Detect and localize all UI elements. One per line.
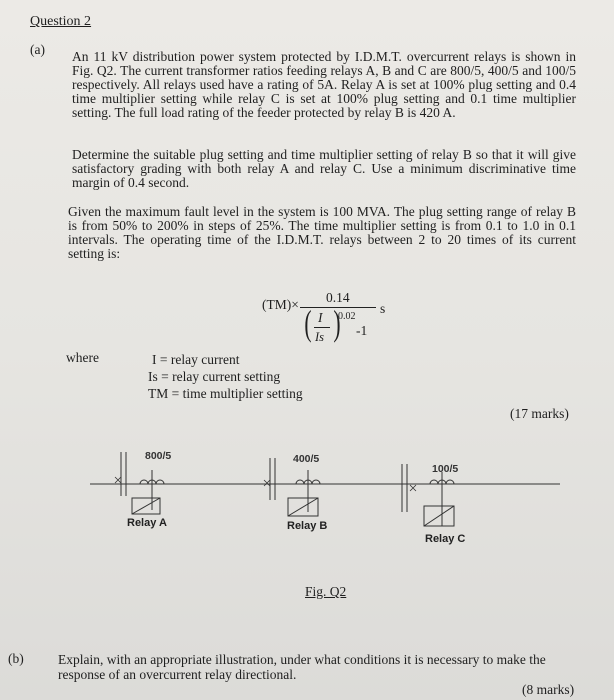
formula-prefix: (TM)×	[262, 297, 299, 312]
part-b-label: (b)	[8, 651, 24, 666]
part-a-paragraph-3: Given the maximum fault level in the system is 100 MVA. The plug setting range of relay B is from 50% to 200% in steps of 25%. The time multiplier setting is from 0.1 to 1.0 in 0.1 intervals. The operating time of the I.D.M.T. relays between 2 to 20 times of its current setting is:	[68, 204, 576, 261]
relay-b-label: Relay B	[287, 520, 328, 532]
formula-exponent: 0.02	[338, 311, 356, 322]
part-a-marks: (17 marks)	[510, 406, 569, 421]
relay-b-unit	[264, 458, 320, 516]
relay-c-label: Relay C	[425, 533, 466, 545]
formula-suffix: s	[380, 301, 386, 316]
idmt-formula	[262, 288, 422, 358]
formula-right-paren: )	[333, 303, 341, 343]
def-relay-current: I = relay current	[152, 352, 240, 367]
def-current-setting: Is = relay current setting	[148, 369, 281, 384]
formula-inner-bar	[314, 327, 330, 328]
def-time-multiplier: TM = time multiplier setting	[148, 386, 303, 401]
part-b-marks: (8 marks)	[522, 682, 575, 697]
relay-a-ct-ratio: 800/5	[145, 450, 172, 462]
formula-minus-one: -1	[356, 323, 368, 338]
part-a-paragraph-2: Determine the suitable plug setting and time multiplier setting of relay B so that it will give satisfactory grading with both relay A and relay C. Use a minimum discriminative time margin of 0.4 second.	[72, 147, 576, 190]
part-a-label: (a)	[30, 42, 45, 57]
relay-c-ct-ratio: 100/5	[432, 463, 459, 475]
where-label: where	[66, 350, 99, 365]
relay-b-ct-ratio: 400/5	[293, 453, 320, 465]
relay-a-label: Relay A	[127, 517, 167, 529]
question-title: Question 2	[30, 14, 92, 29]
figure-caption: Fig. Q2	[305, 584, 347, 599]
formula-i: I	[318, 310, 323, 325]
formula-numerator: 0.14	[326, 290, 350, 305]
part-b-text: Explain, with an appropriate illustration, under what conditions it is necessary to make the response of an overcurrent relay directional.	[58, 652, 546, 682]
formula-left-paren: (	[304, 303, 312, 343]
part-a-paragraph-1: An 11 kV distribution power system protected by I.D.M.T. overcurrent relays is shown in Fig. Q2. The current transformer ratios feeding relays A, B and C are 800/5, 400/5 and 100/5 respectively. All relays used have a rating of 5A. Relay A is set at 100% plug setting and 0.4 time multiplier setting while relay C is set at 100% plug setting and 0.1 time multiplier setting. The full load rating of the feeder protected by relay B is 420 A.	[72, 49, 576, 120]
formula-is: Is	[315, 330, 325, 344]
